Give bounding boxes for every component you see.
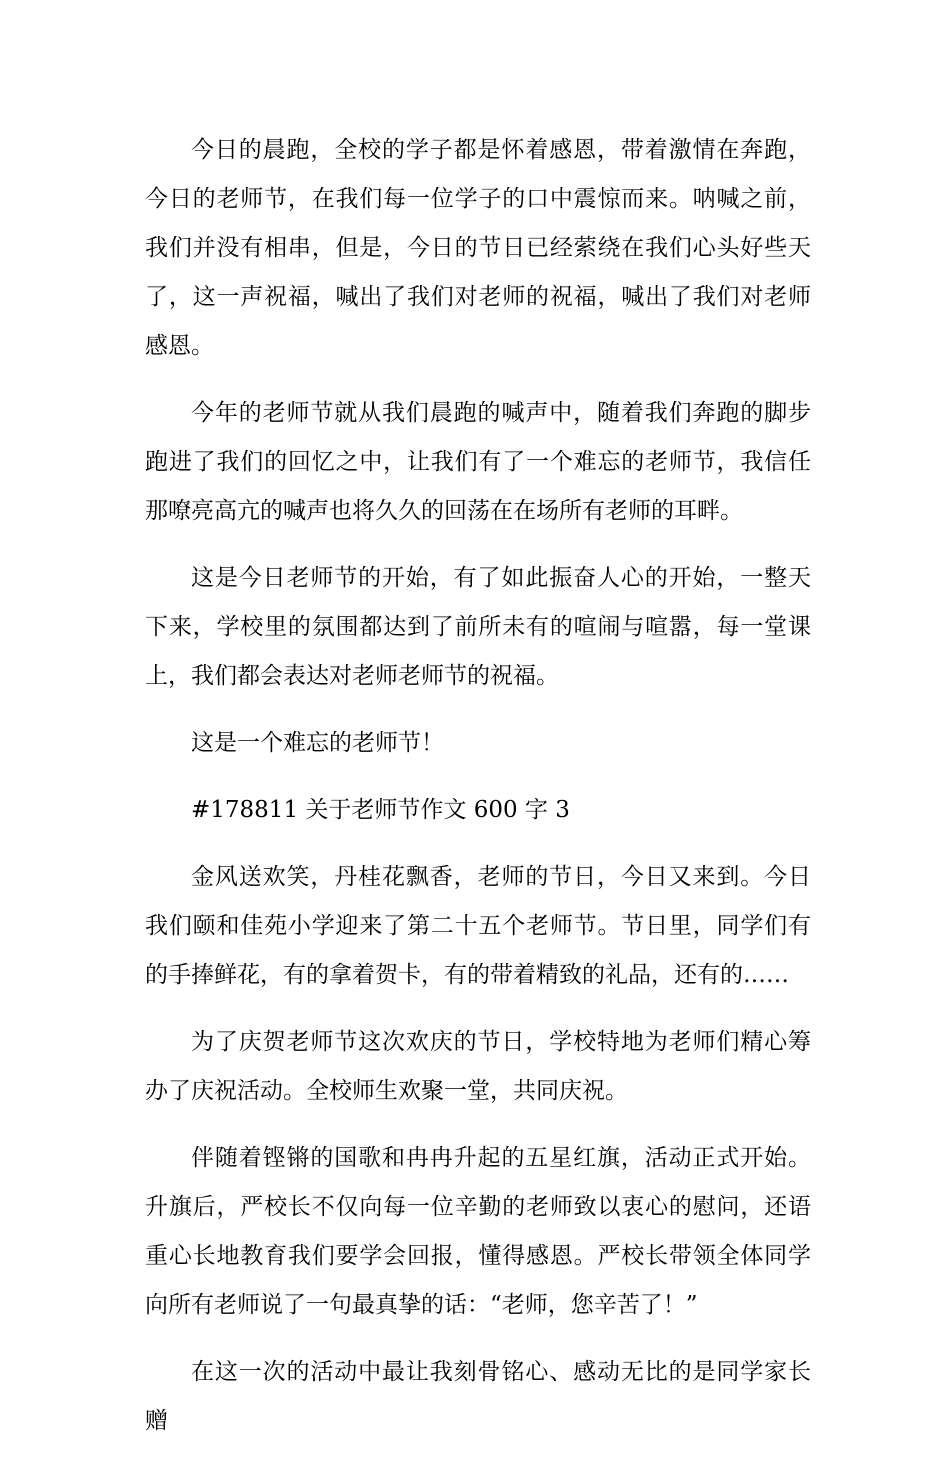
- paragraph-7: 伴随着铿锵的国歌和冉冉升起的五星红旗，活动正式开始。升旗后，严校长不仅向每一位辛勤的老师致以衷心的慰问，还语重心长地教育我们要学会回报，懂得感恩。严校长带领全体同学向所有老师说了一句最真挚的话：“老师，您辛苦了！”: [145, 1145, 811, 1318]
- paragraph-1: 今日的晨跑，全校的学子都是怀着感恩，带着激情在奔跑，今日的老师节，在我们每一位学子的口中震惊而来。呐喊之前，我们并没有相串，但是，今日的节日已经萦绕在我们心头好些天了，这一声祝福，喊出了我们对老师的祝福，喊出了我们对老师感恩。: [145, 137, 811, 359]
- paragraph-6: 为了庆贺老师节这次欢庆的节日，学校特地为老师们精心筹办了庆祝活动。全校师生欢聚一堂，共同庆祝。: [145, 1029, 811, 1104]
- paragraph-3: 这是今日老师节的开始，有了如此振奋人心的开始，一整天下来，学校里的氛围都达到了前所未有的喧闹与喧嚣，每一堂课上，我们都会表达对老师老师节的祝福。: [145, 565, 811, 689]
- paragraph-5: 金风送欢笑，丹桂花飘香，老师的节日，今日又来到。今日我们颐和佳苑小学迎来了第二十五个老师节。节日里，同学们有的手捧鲜花，有的拿着贺卡，有的带着精致的礼品，还有的……: [145, 864, 811, 988]
- section-heading: #178811 关于老师节作文 600 字 3: [191, 797, 570, 823]
- paragraph-8: 在这一次的活动中最让我刻骨铭心、感动无比的是同学家长赠: [145, 1359, 811, 1434]
- paragraph-2: 今年的老师节就从我们晨跑的喊声中，随着我们奔跑的脚步跑进了我们的回忆之中，让我们有了一个难忘的老师节，我信任那嘹亮高亢的喊声也将久久的回荡在在场所有老师的耳畔。: [145, 400, 811, 524]
- paragraph-4: 这是一个难忘的老师节！: [191, 730, 444, 756]
- document-page: [145, 126, 811, 1464]
